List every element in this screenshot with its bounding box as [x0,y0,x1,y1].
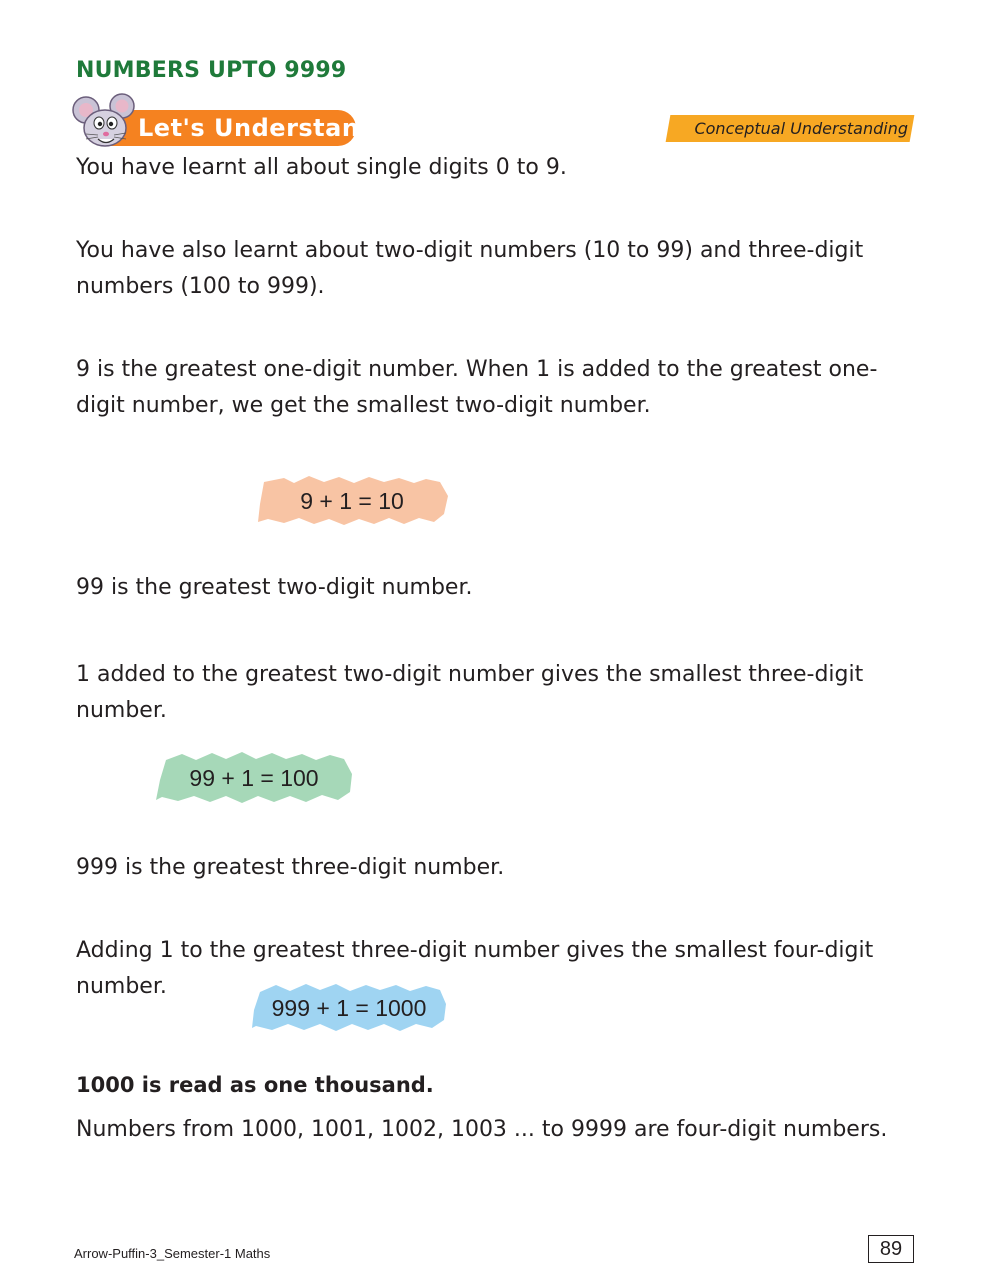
paragraph-greatest-two-digit: 99 is the greatest two-digit number. [76,575,473,600]
paragraph-two-three-digit: You have also learnt about two-digit numbers (10 to 99) and three-digit numbers (100 to 999). [76,238,864,299]
equation-highlight-peach [254,474,450,528]
conceptual-understanding-label: Conceptual Understanding [694,119,908,138]
paragraph-four-digit-range: Numbers from 1000, 1001, 1002, 1003 ... to 9999 are four-digit numbers. [76,1117,888,1142]
footer-book-label: Arrow-Puffin-3_Semester-1 Maths [74,1246,271,1261]
equation-9-plus-1: 9 + 1 = 10 [300,487,404,514]
equation-highlight-green [154,750,354,806]
equation-highlight-blue [250,982,448,1034]
paragraph-greatest-one-digit: 9 is the greatest one-digit number. When 1 is added to the greatest one-digit number, we get the smallest two-digit number. [76,357,878,418]
paragraph-smallest-four-digit: Adding 1 to the greatest three-digit number gives the smallest four-digit number. [76,938,874,999]
paragraph-one-thousand: 1000 is read as one thousand. [76,1073,434,1097]
paragraph-greatest-three-digit: 999 is the greatest three-digit number. [76,855,505,880]
mouse-mascot-icon [72,92,144,154]
lets-understand-label: Let's Understand [138,114,378,142]
section-title: NUMBERS UPTO 9999 [76,58,347,83]
paragraph-smallest-three-digit: 1 added to the greatest two-digit number gives the smallest three-digit number. [76,662,864,723]
paragraph-single-digits: You have learnt all about single digits 0 to 9. [76,155,567,180]
page-number: 89 [868,1235,914,1263]
equation-999-plus-1: 999 + 1 = 1000 [271,994,427,1021]
equation-99-plus-1: 99 + 1 = 100 [189,764,319,791]
